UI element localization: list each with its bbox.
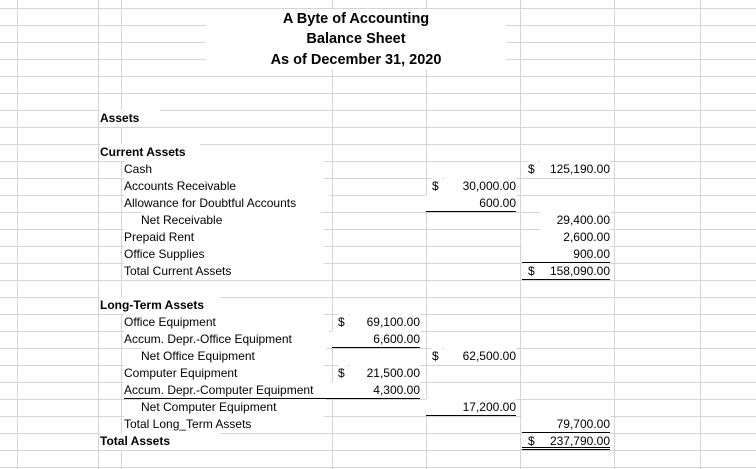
net-office-label: Net Office Equipment [141, 348, 326, 365]
office-supplies-value: 900.00 [522, 246, 610, 263]
net-computer-label: Net Computer Equipment [141, 399, 326, 416]
ar-label: Accounts Receivable [124, 178, 324, 195]
ar-value: 30,000.00 [444, 178, 516, 195]
total-assets-dollar: $ [528, 434, 535, 448]
prepaid-rent-label: Prepaid Rent [124, 229, 324, 246]
company-name: A Byte of Accounting [206, 9, 506, 29]
report-date: As of December 31, 2020 [206, 50, 506, 70]
office-equipment-value: 69,100.00 [350, 314, 420, 331]
allowance-value: 600.00 [426, 195, 516, 212]
office-equipment-dollar: $ [338, 314, 348, 331]
total-current-dollar-cell [522, 263, 610, 280]
computer-equipment-label: Computer Equipment [124, 365, 324, 382]
report-title: Balance Sheet [206, 29, 506, 49]
total-current-label: Total Current Assets [124, 263, 324, 280]
cash-value: 125,190.00 [540, 161, 610, 178]
computer-equipment-dollar: $ [338, 365, 348, 382]
long-term-assets-heading: Long-Term Assets [100, 297, 220, 314]
office-equipment-label: Office Equipment [124, 314, 324, 331]
net-office-value: 62,500.00 [444, 348, 516, 365]
office-supplies-label: Office Supplies [124, 246, 324, 263]
net-receivable-label: Net Receivable [141, 212, 321, 229]
computer-equipment-value: 21,500.00 [350, 365, 420, 382]
accum-computer-label: Accum. Depr.-Computer Equipment [124, 382, 330, 399]
net-receivable-value: 29,400.00 [540, 212, 610, 229]
allowance-label: Allowance for Doubtful Accounts [124, 195, 329, 212]
total-current-value: 158,090.00 [549, 264, 610, 278]
cash-dollar: $ [528, 161, 538, 178]
net-computer-value: 17,200.00 [426, 399, 516, 416]
cash-label: Cash [124, 161, 324, 178]
ar-dollar: $ [432, 178, 442, 195]
accum-office-value: 6,600.00 [332, 331, 420, 348]
total-assets-label: Total Assets [100, 433, 220, 450]
assets-heading: Assets [100, 110, 160, 127]
total-current-dollar: $ [528, 264, 535, 278]
total-long-term-value: 79,700.00 [522, 416, 610, 433]
accum-office-label: Accum. Depr.-Office Equipment [124, 331, 329, 348]
total-assets-value: 237,790.00 [549, 434, 610, 448]
total-long-term-label: Total Long_Term Assets [124, 416, 324, 433]
net-office-dollar: $ [432, 348, 442, 365]
current-assets-heading: Current Assets [100, 144, 200, 161]
prepaid-rent-value: 2,600.00 [540, 229, 610, 246]
accum-computer-value: 4,300.00 [332, 382, 420, 399]
total-assets-cell [522, 433, 610, 450]
